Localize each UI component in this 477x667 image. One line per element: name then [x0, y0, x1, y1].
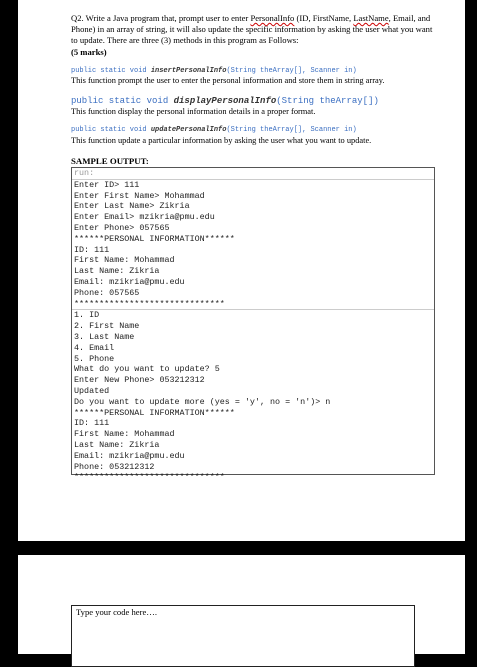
question-marks: (5 marks) [71, 46, 107, 57]
console-line: Do you want to update more (yes = 'y', no = 'n')> n [74, 396, 331, 407]
question-mid: (ID, FirstName, [294, 13, 354, 23]
question-page [18, 0, 465, 541]
question-term-lastname: LastName [353, 13, 389, 23]
question-text [71, 13, 433, 58]
method-name: insertPersonalInfo [150, 67, 227, 75]
console-line: ID: 111 [74, 244, 110, 255]
question-rest: , Email, and Phone) in an array of string, it will also update the specific information by asking the user what you want to update. There are three (3) methods in this program as Follows: [71, 13, 433, 46]
sample-output-console [71, 167, 435, 483]
console-line: ****************************** [74, 298, 225, 309]
method-params: (String theArray[], Scanner in) [226, 67, 357, 75]
method-signature-display [71, 96, 379, 106]
console-line: Enter ID> 111 [72, 179, 434, 191]
question-prefix: Q2. Write a Java program that, prompt user to enter [71, 13, 251, 23]
method-params: (String theArray[]) [276, 96, 379, 106]
method-description-update: This function update a particular information by asking the user what you want to update. [71, 136, 372, 145]
question-term-personalinfo: PersonalInfo [250, 13, 295, 23]
method-prefix: public static void [71, 126, 151, 134]
console-line: Email: mzikria@pmu.edu [74, 450, 185, 461]
console-line: 5. Phone [74, 353, 115, 364]
console-line: Updated [74, 385, 110, 396]
console-line: Last Name: Zikria [74, 439, 160, 450]
method-prefix: public static void [71, 96, 174, 106]
method-signature-update [71, 126, 357, 134]
method-name: updatePersonalInfo [150, 126, 227, 134]
console-line: Phone: 053212312 [74, 461, 155, 472]
console-line: run: [74, 168, 95, 178]
answer-page [18, 555, 465, 654]
method-name: displayPersonalInfo [173, 96, 277, 106]
method-params: (String theArray[], Scanner in) [226, 126, 357, 134]
console-line: ID: 111 [74, 418, 110, 429]
console-line: Enter Phone> 057565 [74, 222, 170, 233]
console-line: 4. Email [74, 342, 115, 353]
console-line: Enter First Name> Mohammad [74, 190, 205, 201]
sample-output-title: SAMPLE OUTPUT: [71, 156, 149, 166]
console-line: Phone: 057565 [74, 287, 140, 298]
console-line: 2. First Name [74, 321, 140, 332]
method-signature-insert [71, 67, 357, 75]
method-description-display: This function display the personal information details in a proper format. [71, 107, 316, 116]
console-line: Enter New Phone> 053212312 [74, 375, 205, 386]
console-line: Enter Last Name> Zikria [74, 201, 190, 212]
console-line: ******PERSONAL INFORMATION****** [74, 407, 235, 418]
console-line: 1. ID [72, 309, 434, 321]
console-line: Email: mzikria@pmu.edu [74, 276, 185, 287]
console-line: ****************************** [74, 472, 225, 483]
console-line: First Name: Mohammad [74, 255, 175, 266]
console-line: Enter Email> mzikria@pmu.edu [74, 212, 215, 223]
console-line: First Name: Mohammad [74, 429, 175, 440]
method-description-insert: This function prompt the user to enter the personal information and store them in string array. [71, 76, 385, 85]
console-line: What do you want to update? 5 [74, 364, 220, 375]
console-line: 3. Last Name [74, 331, 135, 342]
console-line: ******PERSONAL INFORMATION****** [74, 233, 235, 244]
method-prefix: public static void [71, 67, 151, 75]
code-answer-placeholder: Type your code here…. [76, 607, 158, 617]
console-line: Last Name: Zikria [74, 266, 160, 277]
code-answer-box[interactable] [71, 605, 415, 667]
